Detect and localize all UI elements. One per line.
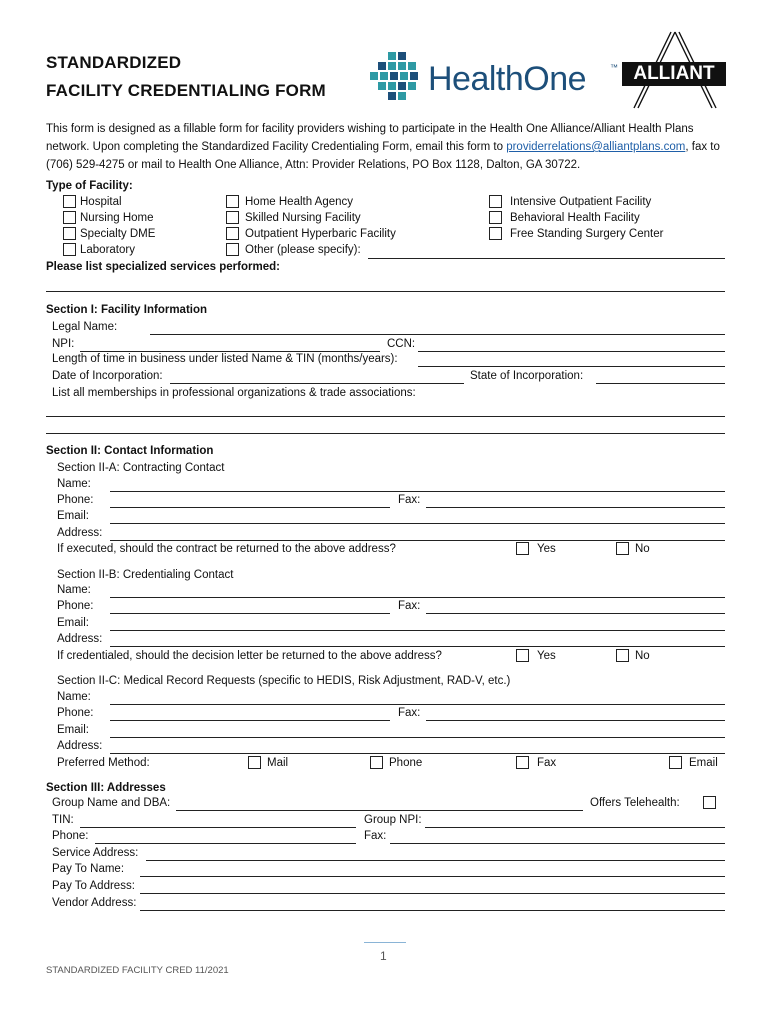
legal-name-label: Legal Name: xyxy=(52,321,118,333)
vendor-address-label: Vendor Address: xyxy=(52,897,137,909)
legal-name-field[interactable] xyxy=(150,334,725,335)
intro-text-before: This form is designed as a fillable form for facility providers wishing to participate in the Health One Alliance/Alliant Health Plans network. Upon completing the Standardized Facility Credentialing Form, email this form to xyxy=(46,123,694,153)
preferred-email-label: Email xyxy=(689,757,718,769)
credentialing-address-label: Address: xyxy=(57,633,103,645)
decision-letter-no-checkbox[interactable] xyxy=(616,649,629,662)
records-name-field[interactable] xyxy=(110,704,725,705)
contracting-address-field[interactable] xyxy=(110,540,725,541)
records-email-field[interactable] xyxy=(110,737,725,738)
records-name-label: Name: xyxy=(57,691,91,703)
decision-letter-no-label: No xyxy=(635,650,650,662)
logo-trademark: ™ xyxy=(610,63,618,72)
contracting-name-label: Name: xyxy=(57,478,91,490)
checkbox-nursing-home[interactable] xyxy=(63,211,76,224)
records-phone-field[interactable] xyxy=(110,720,390,721)
contracting-email-field[interactable] xyxy=(110,523,725,524)
option-skilled-nursing: Skilled Nursing Facility xyxy=(245,212,361,224)
preferred-mail-label: Mail xyxy=(267,757,289,769)
group-name-field[interactable] xyxy=(176,810,583,811)
other-specify-field[interactable] xyxy=(368,258,725,259)
logo-wordmark: HealthOne xyxy=(428,60,587,98)
checkbox-intensive-outpatient[interactable] xyxy=(489,195,502,208)
preferred-phone-label: Phone xyxy=(389,757,423,769)
preferred-method-label: Preferred Method: xyxy=(57,757,150,769)
preferred-email-checkbox[interactable] xyxy=(669,756,682,769)
services-label: Please list specialized services performed: xyxy=(46,261,280,273)
tin-field[interactable] xyxy=(80,827,356,828)
option-free-standing-surgery: Free Standing Surgery Center xyxy=(510,228,664,240)
checkbox-outpatient-hyperbaric[interactable] xyxy=(226,227,239,240)
date-incorporation-field[interactable] xyxy=(170,383,464,384)
checkbox-behavioral-health[interactable] xyxy=(489,211,502,224)
telehealth-checkbox[interactable] xyxy=(703,796,716,809)
decision-letter-yes-label: Yes xyxy=(537,650,556,662)
option-intensive-outpatient: Intensive Outpatient Facility xyxy=(510,196,652,208)
preferred-fax-label: Fax xyxy=(537,757,557,769)
form-title-line2: FACILITY CREDENTIALING FORM xyxy=(46,81,326,100)
records-address-label: Address: xyxy=(57,740,103,752)
section3-fax-field[interactable] xyxy=(390,843,725,844)
section2c-title: Section II-C: Medical Record Requests (specific to HEDIS, Risk Adjustment, RAD-V, etc.) xyxy=(57,675,511,687)
section3-fax-label: Fax: xyxy=(364,830,387,842)
records-phone-label: Phone: xyxy=(57,707,94,719)
records-fax-label: Fax: xyxy=(398,707,421,719)
npi-label: NPI: xyxy=(52,338,75,350)
memberships-label: List all memberships in professional organizations & trade associations: xyxy=(52,387,416,399)
records-fax-field[interactable] xyxy=(426,720,725,721)
records-address-field[interactable] xyxy=(110,753,725,754)
checkbox-skilled-nursing[interactable] xyxy=(226,211,239,224)
section3-phone-field[interactable] xyxy=(95,843,356,844)
option-specialty-dme: Specialty DME xyxy=(80,228,156,240)
state-incorporation-field[interactable] xyxy=(596,383,725,384)
option-behavioral-health: Behavioral Health Facility xyxy=(510,212,640,224)
checkbox-laboratory[interactable] xyxy=(63,243,76,256)
contract-return-question: If executed, should the contract be returned to the above address? xyxy=(57,543,396,555)
group-npi-field[interactable] xyxy=(425,827,725,828)
pay-to-name-field[interactable] xyxy=(140,876,725,877)
contracting-email-label: Email: xyxy=(57,510,89,522)
contracting-address-label: Address: xyxy=(57,527,103,539)
checkbox-home-health-agency[interactable] xyxy=(226,195,239,208)
option-outpatient-hyperbaric: Outpatient Hyperbaric Facility xyxy=(245,228,396,240)
contracting-phone-field[interactable] xyxy=(110,507,390,508)
page-number-rule xyxy=(364,942,406,943)
cross-logo-icon xyxy=(370,52,422,108)
credentialing-phone-field[interactable] xyxy=(110,613,390,614)
credentialing-name-field[interactable] xyxy=(110,597,725,598)
option-laboratory: Laboratory xyxy=(80,244,135,256)
healthone-logo xyxy=(370,30,730,110)
preferred-phone-checkbox[interactable] xyxy=(370,756,383,769)
preferred-fax-checkbox[interactable] xyxy=(516,756,529,769)
telehealth-label: Offers Telehealth: xyxy=(590,797,680,809)
contract-return-no-label: No xyxy=(635,543,650,555)
section2b-title: Section II-B: Credentialing Contact xyxy=(57,569,234,581)
checkbox-specialty-dme[interactable] xyxy=(63,227,76,240)
credentialing-phone-label: Phone: xyxy=(57,600,94,612)
credentialing-fax-label: Fax: xyxy=(398,600,421,612)
contract-return-yes-checkbox[interactable] xyxy=(516,542,529,555)
checkbox-hospital[interactable] xyxy=(63,195,76,208)
decision-letter-question: If credentialed, should the decision letter be returned to the above address? xyxy=(57,650,442,662)
credentialing-email-field[interactable] xyxy=(110,630,725,631)
credentialing-email-label: Email: xyxy=(57,617,89,629)
alliant-badge: ALLIANT xyxy=(622,62,726,86)
credentialing-name-label: Name: xyxy=(57,584,91,596)
npi-field[interactable] xyxy=(80,351,380,352)
option-other: Other (please specify): xyxy=(245,244,361,256)
section1-heading: Section I: Facility Information xyxy=(46,304,208,316)
services-field[interactable] xyxy=(46,291,725,292)
vendor-address-field[interactable] xyxy=(140,910,725,911)
preferred-mail-checkbox[interactable] xyxy=(248,756,261,769)
contracting-phone-label: Phone: xyxy=(57,494,94,506)
form-version: STANDARDIZED FACILITY CRED 11/2021 xyxy=(46,965,229,976)
contracting-fax-label: Fax: xyxy=(398,494,421,506)
intro-text-after: , fax to (706) 529-4275 or mail to Health One Alliance, Attn: Provider Relations, PO Box 1128, Dalton, GA 30722. xyxy=(46,141,720,171)
memberships-field-2[interactable] xyxy=(46,433,725,434)
decision-letter-yes-checkbox[interactable] xyxy=(516,649,529,662)
tin-label: TIN: xyxy=(52,814,74,826)
option-home-health-agency: Home Health Agency xyxy=(245,196,354,208)
form-title-line1: STANDARDIZED xyxy=(46,53,182,72)
pay-to-address-label: Pay To Address: xyxy=(52,880,135,892)
ccn-field[interactable] xyxy=(418,351,725,352)
memberships-field-1[interactable] xyxy=(46,416,725,417)
credentialing-address-field[interactable] xyxy=(110,646,725,647)
option-nursing-home: Nursing Home xyxy=(80,212,154,224)
pay-to-address-field[interactable] xyxy=(140,893,725,894)
facility-type-label: Type of Facility: xyxy=(46,180,133,192)
option-hospital: Hospital xyxy=(80,196,122,208)
contract-return-yes-label: Yes xyxy=(537,543,556,555)
date-incorporation-label: Date of Incorporation: xyxy=(52,370,163,382)
section3-phone-label: Phone: xyxy=(52,830,89,842)
checkbox-other[interactable] xyxy=(226,243,239,256)
service-address-label: Service Address: xyxy=(52,847,139,859)
service-address-field[interactable] xyxy=(146,860,725,861)
section2a-title: Section II-A: Contracting Contact xyxy=(57,462,225,474)
contracting-name-field[interactable] xyxy=(110,491,725,492)
credentialing-fax-field[interactable] xyxy=(426,613,725,614)
checkbox-free-standing-surgery[interactable] xyxy=(489,227,502,240)
group-name-label: Group Name and DBA: xyxy=(52,797,171,809)
contracting-fax-field[interactable] xyxy=(426,507,725,508)
ccn-label: CCN: xyxy=(387,338,416,350)
page-number: 1 xyxy=(380,949,387,963)
length-in-business-field[interactable] xyxy=(418,366,725,367)
length-in-business-label: Length of time in business under listed Name & TIN (months/years): xyxy=(52,353,398,365)
intro-paragraph xyxy=(46,120,736,174)
records-email-label: Email: xyxy=(57,724,89,736)
provider-relations-email-link[interactable]: providerrelations@alliantplans.com xyxy=(506,141,686,153)
pay-to-name-label: Pay To Name: xyxy=(52,863,125,875)
state-incorporation-label: State of Incorporation: xyxy=(470,370,584,382)
section3-heading: Section III: Addresses xyxy=(46,782,166,794)
contract-return-no-checkbox[interactable] xyxy=(616,542,629,555)
section2-heading: Section II: Contact Information xyxy=(46,445,214,457)
group-npi-label: Group NPI: xyxy=(364,814,422,826)
